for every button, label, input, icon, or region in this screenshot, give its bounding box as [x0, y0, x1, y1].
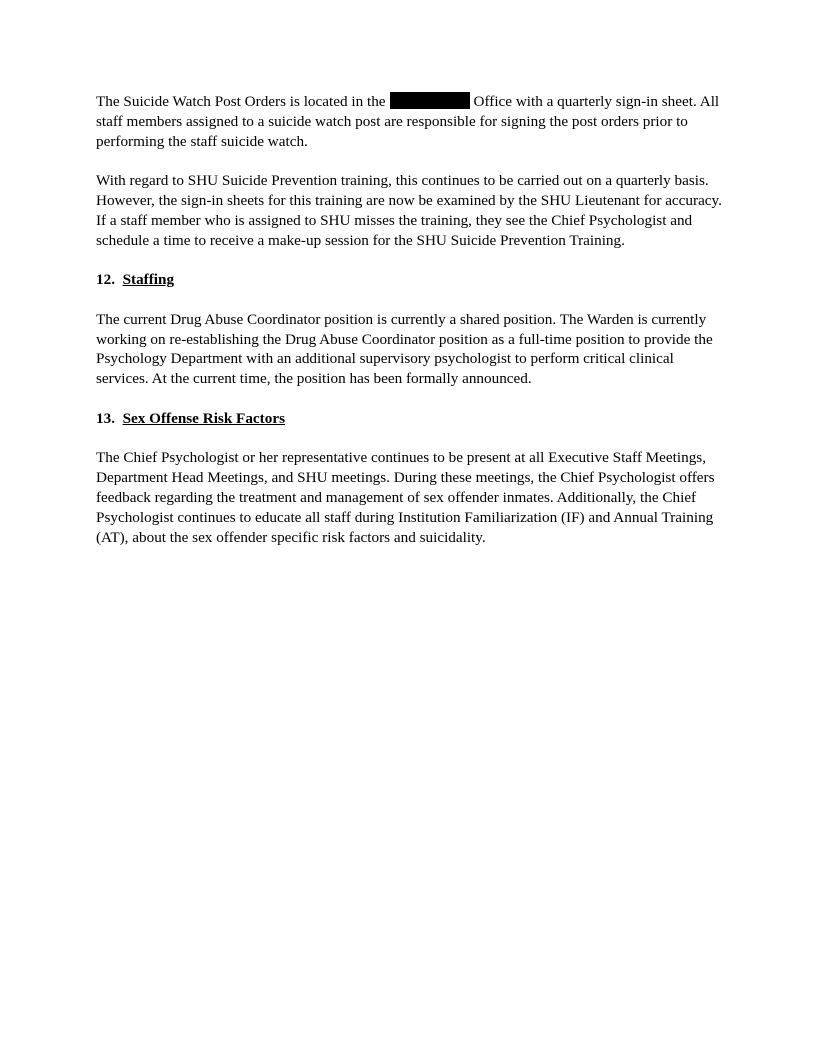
paragraph-staffing: The current Drug Abuse Coordinator position is currently a shared position. The Warden is currently working on re-establishing the Drug Abuse Coordinator position as a full-time position to provide the Psychology Department with an additional supervisory psychologist to perform critical clinical services. At the current time, the position has been formally announced.	[96, 310, 713, 388]
paragraph-spacer	[96, 429, 726, 449]
paragraph-spacer	[96, 250, 726, 270]
paragraph-post-orders	[96, 92, 726, 151]
section-title: Staffing	[122, 271, 175, 289]
paragraph-spacer	[96, 290, 726, 310]
paragraph-sex-offense: The Chief Psychologist or her representative continues to be present at all Executive Staff Meetings, Department Head Meetings, and SHU meetings. During these meetings, the Chief Psychologist offers feedback regarding the treatment and management of sex offender inmates. Additionally, the Chief Psychologist continues to educate all staff during Institution Familiarization (IF) and Annual Training (AT), about the sex offender specific risk factors and suicidality.	[96, 449, 715, 546]
section-title: Sex Offense Risk Factors	[122, 409, 285, 427]
document-page	[96, 92, 726, 547]
paragraph-shu-training: With regard to SHU Suicide Prevention training, this continues to be carried out on a quarterly basis. However, the sign-in sheets for this training are now be examined by the SHU Lieutenant for accuracy. If a staff member who is assigned to SHU misses the training, they see the Chief Psychologist and schedule a time to receive a make-up session for the SHU Suicide Prevention Training.	[96, 172, 722, 249]
paragraph-post-orders-start: The Suicide Watch Post Orders is located in the	[96, 93, 386, 110]
section-number: 12.	[96, 271, 115, 289]
redaction-box	[390, 92, 470, 109]
paragraph-spacer	[96, 389, 726, 409]
section-number: 13.	[96, 409, 115, 427]
section-heading-staffing	[96, 270, 726, 290]
paragraph-spacer	[96, 151, 726, 171]
paragraph-post-orders-end: Office with a quarterly sign-in sheet. All staff members assigned to a suicide watch post are responsible for signing the post orders prior to performing the staff suicide watch.	[96, 93, 720, 150]
section-heading-sex-offense	[96, 409, 726, 429]
